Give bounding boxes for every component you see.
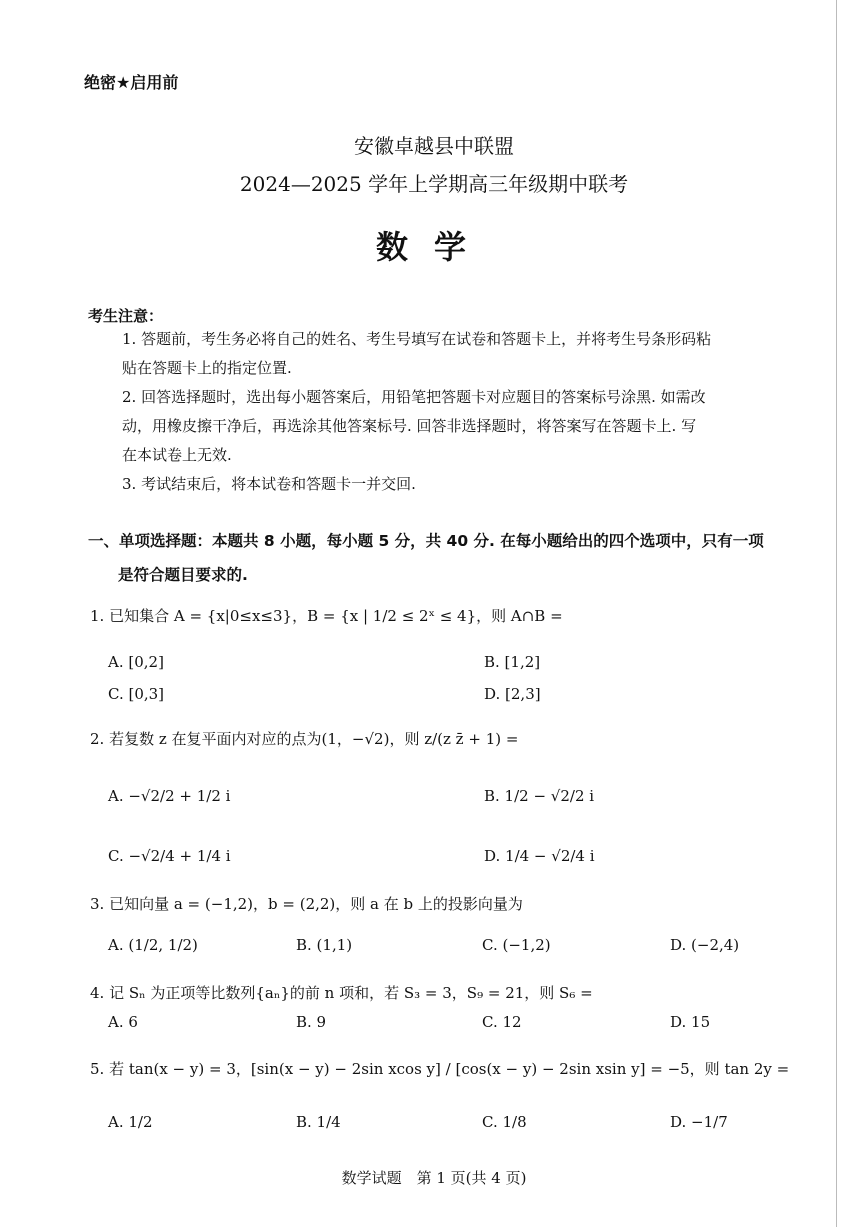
subject-title: 数学 bbox=[375, 228, 492, 266]
question-3-stem: 3. 已知向量 a = (−1,2)，b = (2,2)，则 a 在 b 上的投影向量为 bbox=[90, 895, 523, 913]
q3-option-c: C. (−1,2) bbox=[482, 936, 551, 954]
header-exam-title: 2024—2025 学年上学期高三年级期中联考 bbox=[239, 172, 629, 196]
q4-option-a: A. 6 bbox=[108, 1013, 138, 1031]
q1-option-a: A. [0,2] bbox=[108, 653, 164, 671]
q3-option-a: A. (1/2, 1/2) bbox=[108, 936, 198, 954]
notice-item-1 bbox=[88, 325, 810, 383]
q2-option-c: C. −√2/4 + 1/4 i bbox=[108, 847, 231, 865]
q1-option-c: C. [0,3] bbox=[108, 685, 165, 703]
notice-line: 在本试卷上无效. bbox=[122, 446, 232, 464]
question-1-stem: 1. 已知集合 A = {x|0≤x≤3}，B = {x | 1/2 ≤ 2ˣ ≤ 4}，则 A∩B = bbox=[90, 607, 563, 625]
section-line: 是符合题目要求的. bbox=[118, 566, 248, 584]
q5-option-a: A. 1/2 bbox=[108, 1113, 153, 1131]
section-line: 一、单项选择题：本题共 8 小题，每小题 5 分，共 40 分. 在每小题给出的四个选项中，只有一项 bbox=[88, 532, 764, 550]
q2-option-b: B. 1/2 − √2/2 i bbox=[484, 787, 595, 805]
question-2-stem: 2. 若复数 z 在复平面内对应的点为(1，−√2)，则 z/(z z̄ + 1) = bbox=[90, 730, 519, 748]
q1-option-d: D. [2,3] bbox=[484, 685, 541, 703]
notice-item-3 bbox=[88, 470, 810, 499]
notice-item-2 bbox=[88, 383, 810, 470]
q5-option-b: B. 1/4 bbox=[296, 1113, 341, 1131]
notice-heading: 考生注意： bbox=[88, 307, 164, 325]
q4-option-b: B. 9 bbox=[296, 1013, 327, 1031]
q5-option-d: D. −1/7 bbox=[670, 1113, 728, 1131]
notice-line: 2. 回答选择题时，选出每小题答案后，用铅笔把答题卡对应题目的答案标号涂黑. 如需改 bbox=[122, 388, 706, 406]
q2-option-a: A. −√2/2 + 1/2 i bbox=[108, 787, 231, 805]
q4-option-d: D. 15 bbox=[670, 1013, 711, 1031]
q3-option-b: B. (1,1) bbox=[296, 936, 353, 954]
header-alliance: 安徽卓越县中联盟 bbox=[354, 134, 514, 158]
q3-option-d: D. (−2,4) bbox=[670, 936, 740, 954]
q1-option-b: B. [1,2] bbox=[484, 653, 541, 671]
question-4-stem: 4. 记 Sₙ 为正项等比数列{aₙ}的前 n 项和，若 S₃ = 3，S₉ = 21，则 S₆ = bbox=[90, 984, 593, 1002]
notice-line: 动，用橡皮擦干净后，再选涂其他答案标号. 回答非选择题时，将答案写在答题卡上. 写 bbox=[122, 417, 697, 435]
q4-option-c: C. 12 bbox=[482, 1013, 522, 1031]
q2-option-d: D. 1/4 − √2/4 i bbox=[484, 847, 595, 865]
notice-line: 贴在答题卡上的指定位置. bbox=[122, 359, 292, 377]
question-5-stem: 5. 若 tan(x − y) = 3，[sin(x − y) − 2sin xcos y] / [cos(x − y) − 2sin xsin y] = −5，则 tan 2y = bbox=[90, 1060, 790, 1078]
section-heading bbox=[88, 524, 810, 592]
page-footer: 数学试题 第 1 页(共 4 页) bbox=[341, 1169, 527, 1187]
secret-label: 绝密★启用前 bbox=[84, 73, 179, 92]
q5-option-c: C. 1/8 bbox=[482, 1113, 527, 1131]
notice-line: 3. 考试结束后，将本试卷和答题卡一并交回. bbox=[122, 475, 416, 493]
notice-line: 1. 答题前，考生务必将自己的姓名、考生号填写在试卷和答题卡上，并将考生号条形码粘 bbox=[122, 330, 712, 348]
